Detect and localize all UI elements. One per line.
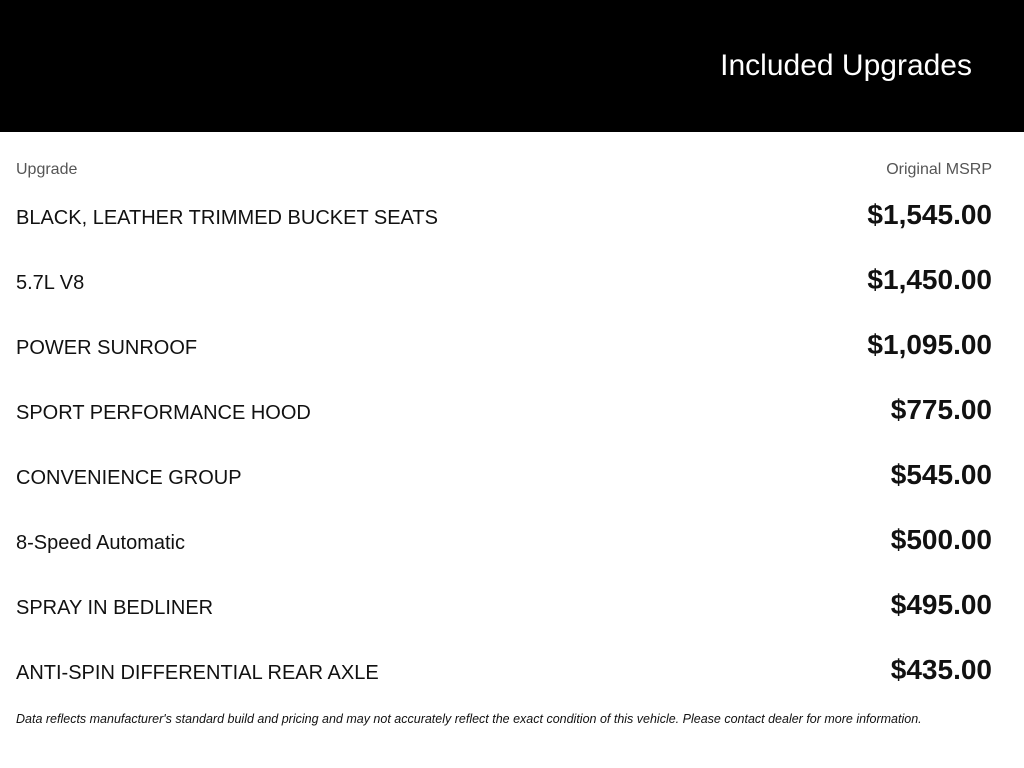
upgrade-name: POWER SUNROOF	[16, 337, 198, 359]
disclaimer-text: Data reflects manufacturer's standard build and pricing and may not accurately reflect the exact condition of this vehicle. Please contact dealer for more information.	[16, 712, 922, 726]
upgrade-price: $1,450.00	[867, 264, 992, 295]
upgrade-price: $1,545.00	[867, 199, 992, 230]
upgrade-price: $500.00	[890, 524, 992, 555]
header-banner	[0, 0, 1024, 132]
upgrade-price: $775.00	[890, 394, 992, 425]
upgrade-price: $435.00	[890, 654, 992, 685]
table-row	[16, 251, 992, 316]
upgrades-table	[16, 132, 992, 706]
upgrade-price: $1,095.00	[867, 329, 992, 360]
upgrade-name: BLACK, LEATHER TRIMMED BUCKET SEATS	[16, 207, 438, 229]
table-row	[16, 576, 992, 641]
msrp-column-header: Original MSRP	[886, 161, 992, 178]
page-title: Included Upgrades	[720, 49, 972, 82]
table-row	[16, 446, 992, 511]
upgrade-column-header: Upgrade	[16, 161, 78, 178]
upgrade-name: SPORT PERFORMANCE HOOD	[16, 402, 311, 424]
upgrade-name: ANTI-SPIN DIFFERENTIAL REAR AXLE	[16, 662, 379, 684]
upgrade-name: CONVENIENCE GROUP	[16, 467, 242, 489]
upgrade-price: $545.00	[890, 459, 992, 490]
table-header	[16, 132, 992, 186]
table-row	[16, 641, 992, 706]
table-row	[16, 381, 992, 446]
table-row	[16, 316, 992, 381]
table-row	[16, 186, 992, 251]
upgrade-name: 8-Speed Automatic	[16, 532, 185, 554]
upgrade-name: 5.7L V8	[16, 272, 85, 294]
table-row	[16, 511, 992, 576]
upgrade-name: SPRAY IN BEDLINER	[16, 597, 214, 619]
upgrade-price: $495.00	[890, 589, 992, 620]
